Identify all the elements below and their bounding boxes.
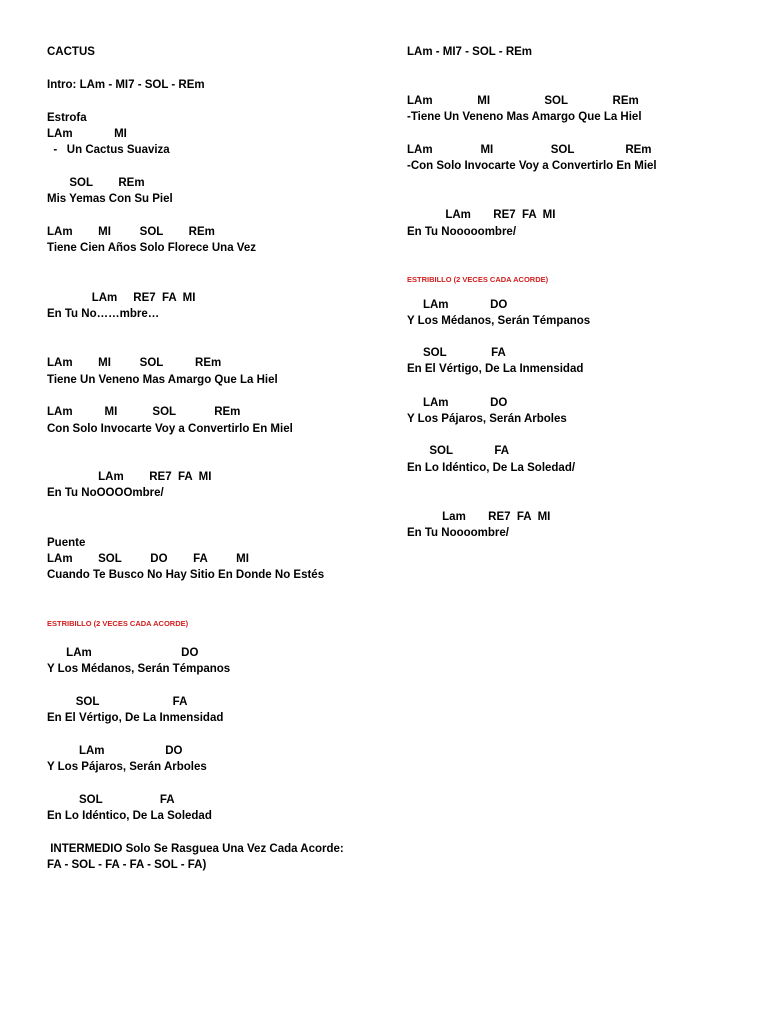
lyric-line: En Tu Noooombre/ (407, 527, 510, 539)
lyric-line: Tiene Un Veneno Mas Amargo Que La Hiel (47, 374, 278, 386)
chord-line: SOL FA (407, 347, 506, 359)
puente-label: Puente (47, 537, 86, 549)
lyric-line: En Tu Nooooombre/ (407, 226, 517, 238)
chord-line: LAm DO (47, 745, 183, 757)
chord-line: FA - SOL - FA - FA - SOL - FA) (47, 859, 207, 871)
intermedio-line: INTERMEDIO Solo Se Rasguea Una Vez Cada Acorde: (47, 843, 344, 855)
lyric-line: En El Vértigo, De La Inmensidad (47, 712, 224, 724)
chord-line: LAm DO (407, 397, 508, 409)
lyric-line: Con Solo Invocarte Voy a Convertirlo En Miel (47, 423, 293, 435)
chord-line: LAm DO (407, 299, 508, 311)
chord-line: SOL FA (407, 445, 510, 457)
chord-line: LAm DO (47, 647, 199, 659)
estribillo-heading: ESTRIBILLO (2 VECES CADA ACORDE) (47, 619, 189, 628)
chord-line: Lam RE7 FA MI (407, 511, 551, 523)
chord-line: LAm MI SOL REm (407, 144, 652, 156)
song-title: CACTUS (47, 46, 95, 58)
chord-line: SOL REm (47, 177, 145, 189)
lyric-line: Mis Yemas Con Su Piel (47, 193, 173, 205)
lyric-line: En Lo Idéntico, De La Soledad/ (407, 462, 576, 474)
lyric-line: En Lo Idéntico, De La Soledad (47, 810, 212, 822)
lyric-line: Cuando Te Busco No Hay Sitio En Donde No Estés (47, 569, 325, 581)
lyric-line: - Un Cactus Suaviza (47, 144, 170, 156)
chord-line: LAm SOL DO FA MI (47, 553, 249, 565)
chord-line: LAm RE7 FA MI (47, 292, 196, 304)
lyric-line: Y Los Médanos, Serán Témpanos (407, 315, 591, 327)
lyric-line: Tiene Cien Años Solo Florece Una Vez (47, 242, 256, 254)
lyric-line: En El Vértigo, De La Inmensidad (407, 363, 584, 375)
chord-line: SOL FA (47, 696, 188, 708)
estribillo-heading: ESTRIBILLO (2 VECES CADA ACORDE) (407, 275, 549, 284)
chord-line: LAm MI SOL REm (407, 95, 639, 107)
lyric-line: En Tu NoOOOOmbre/ (47, 487, 164, 499)
estrofa-label: Estrofa (47, 112, 87, 124)
lyric-line: -Tiene Un Veneno Mas Amargo Que La Hiel (407, 111, 642, 123)
progression-line: LAm - MI7 - SOL - REm (407, 46, 533, 58)
chord-line: LAm RE7 FA MI (407, 209, 556, 221)
chord-line: LAm MI (47, 128, 127, 140)
lyric-line: -Con Solo Invocarte Voy a Convertirlo En Miel (407, 160, 657, 172)
chord-line: LAm MI SOL REm (47, 406, 241, 418)
lyric-line: Y Los Pájaros, Serán Arboles (47, 761, 207, 773)
lyric-line: Y Los Médanos, Serán Témpanos (47, 663, 231, 675)
chord-line: LAm RE7 FA MI (47, 471, 212, 483)
intro-line: Intro: LAm - MI7 - SOL - REm (47, 79, 205, 91)
chord-line: SOL FA (47, 794, 175, 806)
chord-line: LAm MI SOL REm (47, 226, 215, 238)
lyric-line: En Tu No……mbre… (47, 308, 160, 320)
chord-line: LAm MI SOL REm (47, 357, 222, 369)
lyric-line: Y Los Pájaros, Serán Arboles (407, 413, 567, 425)
